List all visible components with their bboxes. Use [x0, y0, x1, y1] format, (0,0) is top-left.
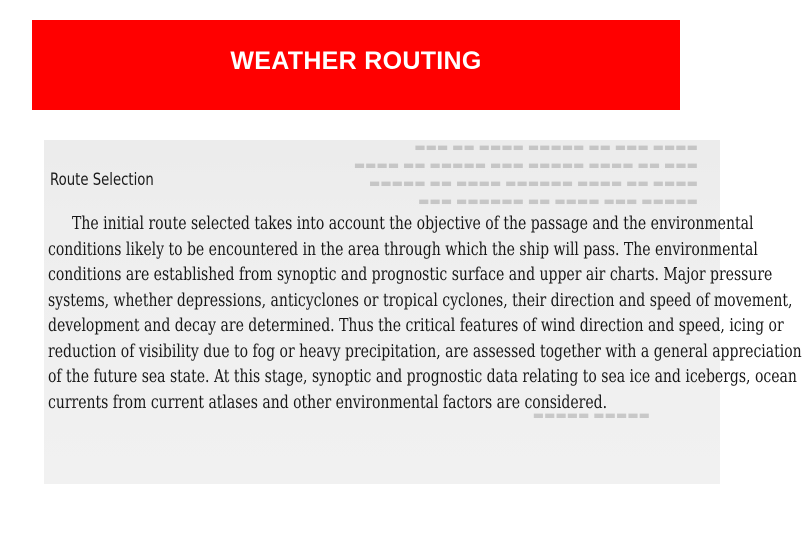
bleed-through-text: ▬▬▬▬ ▬▬ ▬▬▬▬▬ ▬▬▬ ▬▬▬▬▬ ▬▬▬▬ ▬▬ ▬▬▬ [353, 158, 698, 172]
paragraph-line: conditions likely to be encountered in the area through which the ship will pass. The environmental [48, 239, 758, 260]
bleed-through-text: ▬▬▬▬▬ ▬▬▬▬▬ [532, 408, 650, 422]
paragraph-line: development and decay are determined. Thus the critical features of wind direction and speed, icing or [48, 316, 784, 336]
paragraph-line: systems, whether depressions, anticyclones or tropical cyclones, their direction and speed of movement, [48, 290, 793, 311]
bleed-through-text: ▬▬▬ ▬▬ ▬▬▬▬ ▬▬▬▬▬ ▬▬ ▬▬▬ ▬▬▬▬ [414, 140, 698, 154]
paragraph-line: currents from current atlases and other environmental factors are considered. [48, 392, 608, 413]
paragraph [48, 212, 802, 416]
paragraph-line: of the future sea state. At this stage, synoptic and prognostic data relating to sea ice and icebergs, ocean [48, 367, 797, 387]
bleed-through-text: ▬▬▬ ▬▬▬▬▬▬ ▬▬ ▬▬▬▬ ▬▬▬ ▬▬▬▬▬ [418, 194, 698, 208]
scanned-text-image [44, 140, 802, 484]
paragraph-line: The initial route selected takes into account the objective of the passage and the environmental [72, 214, 754, 234]
title-bar [32, 20, 680, 110]
bleed-through-text: ▬▬▬▬▬ ▬▬ ▬▬▬▬ ▬▬▬▬▬▬ ▬▬▬▬ ▬▬ ▬▬▬▬ [368, 176, 698, 190]
paragraph-line: conditions are established from synoptic and prognostic surface and upper air charts. Major pressure [48, 265, 773, 285]
slide-title: WEATHER ROUTING [230, 46, 482, 75]
paragraph-line: reduction of visibility due to fog or heavy precipitation, are assessed together with a general appreciation [48, 341, 802, 362]
section-heading: Route Selection [50, 170, 154, 190]
